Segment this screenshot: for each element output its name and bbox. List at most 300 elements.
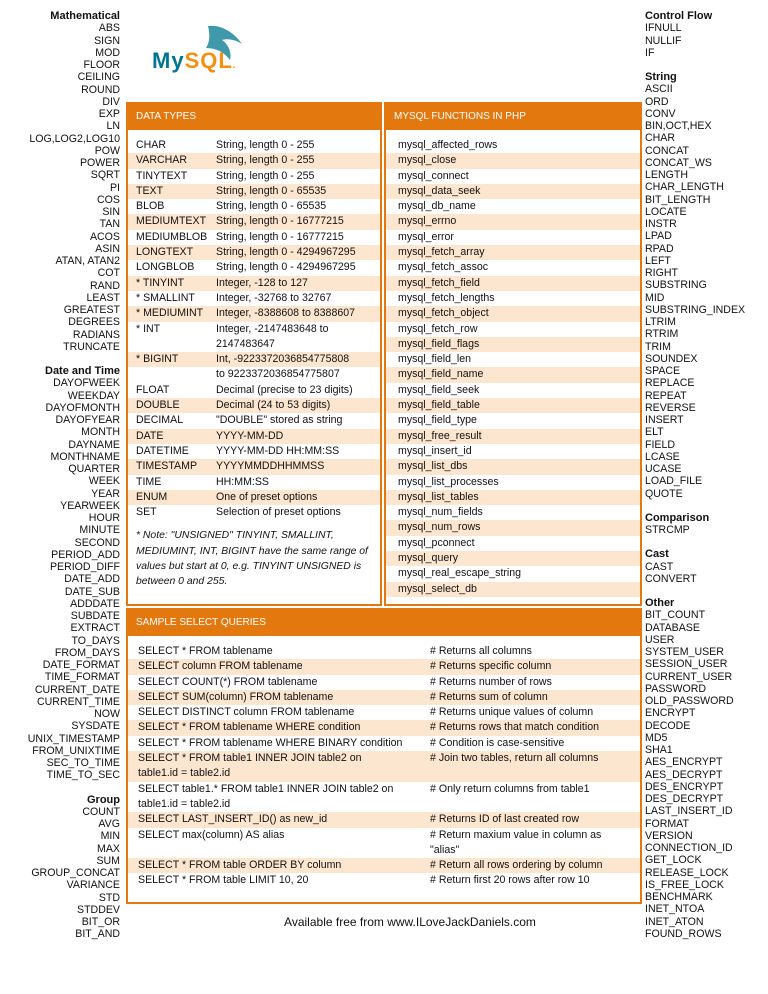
- data-type-row: [128, 413, 380, 428]
- php-function-item: mysql_fetch_lengths: [398, 291, 495, 304]
- query-sql: SELECT LAST_INSERT_ID() as new_id: [138, 813, 328, 826]
- function-name: IS_FREE_LOCK: [645, 878, 724, 891]
- function-name: CONV: [645, 107, 676, 120]
- query-comment: # Return all rows ordering by column: [430, 859, 603, 872]
- function-name: SQRT: [90, 169, 120, 182]
- query-comment: # Return maxium value in column as: [430, 828, 602, 841]
- function-name: PERIOD_DIFF: [49, 561, 120, 573]
- function-name: AES_DECRYPT: [645, 768, 723, 781]
- data-types-title: DATA TYPES: [128, 104, 380, 130]
- query-comment: # Return first 20 rows after row 10: [430, 874, 590, 887]
- function-name: LCASE: [645, 450, 680, 463]
- function-name: DATE_SUB: [64, 585, 120, 598]
- group-spacer: [645, 59, 765, 71]
- data-type-name: TINYTEXT: [136, 169, 188, 182]
- function-name: AVG: [98, 818, 120, 830]
- query-row: [128, 843, 640, 858]
- data-type-row: [128, 214, 380, 229]
- function-name: BIT_COUNT: [645, 609, 706, 622]
- php-function-item: mysql_num_fields: [398, 506, 483, 519]
- function-name: MID: [645, 291, 665, 304]
- data-type-row: [128, 475, 380, 490]
- php-function-item: mysql_query: [386, 551, 640, 566]
- data-type-desc: String, length 0 - 65535: [216, 184, 327, 197]
- data-type-desc: String, length 0 - 255: [216, 154, 315, 167]
- data-type-desc: "DOUBLE" stored as string: [216, 414, 343, 427]
- query-row: [128, 782, 640, 797]
- php-function-item: mysql_close: [386, 153, 640, 168]
- function-name: SEC_TO_TIME: [46, 757, 120, 769]
- function-name: TAN: [99, 218, 120, 231]
- data-type-name: DATETIME: [136, 444, 189, 457]
- function-name: DES_ENCRYPT: [645, 780, 724, 793]
- function-name: ACOS: [89, 230, 120, 243]
- function-name: TRIM: [645, 340, 671, 353]
- data-type-name: MEDIUMTEXT: [136, 215, 207, 228]
- logo-dot: .: [232, 60, 237, 71]
- data-types-panel: [126, 102, 382, 606]
- function-name: INET_NTOA: [645, 903, 705, 916]
- footer-credit: Available free from www.ILoveJackDaniels.com: [284, 915, 536, 929]
- query-comment: # Condition is case-sensitive: [430, 736, 565, 749]
- php-function-item: mysql_data_seek: [386, 184, 640, 199]
- data-type-name: * TINYINT: [136, 276, 185, 289]
- data-type-desc: String, length 0 - 4294967295: [216, 261, 356, 274]
- right-function-list: [645, 10, 765, 940]
- php-function-item: mysql_select_db: [386, 582, 640, 597]
- function-name: SECOND: [74, 536, 120, 549]
- query-comment: [430, 766, 640, 781]
- group-header: Date and Time: [45, 365, 120, 377]
- function-name: CURRENT_DATE: [34, 683, 120, 696]
- function-name: FOUND_ROWS: [645, 927, 722, 940]
- php-function-item: mysql_list_processes: [398, 475, 499, 488]
- php-function-item: mysql_fetch_assoc: [398, 261, 489, 274]
- group-header: Cast: [645, 548, 669, 561]
- data-type-row: [128, 245, 380, 260]
- function-name: WEEK: [88, 475, 120, 488]
- query-row: [128, 812, 640, 827]
- php-function-item: mysql_fetch_object: [386, 306, 640, 321]
- php-function-item: mysql_field_flags: [386, 337, 640, 352]
- function-name: LTRIM: [645, 316, 676, 328]
- function-name: ORD: [645, 95, 669, 108]
- function-name: SUBSTRING: [645, 279, 707, 292]
- function-name: CHAR_LENGTH: [645, 181, 724, 194]
- query-row: [128, 644, 640, 659]
- function-name: PI: [109, 181, 120, 194]
- group-header: Control Flow: [645, 10, 713, 22]
- function-name: DATABASE: [645, 621, 700, 634]
- function-name: MONTHNAME: [50, 450, 120, 463]
- function-name: WEEKDAY: [67, 389, 120, 402]
- query-row: [128, 858, 640, 873]
- data-type-name: VARCHAR: [136, 154, 188, 167]
- data-type-row: [128, 199, 380, 214]
- data-type-row: [128, 291, 380, 306]
- query-row: [128, 720, 640, 735]
- logo-sql: SQL: [184, 48, 233, 73]
- function-name: UCASE: [645, 463, 682, 475]
- php-function-item: mysql_fetch_field: [386, 276, 640, 291]
- data-type-desc: Integer, -128 to 127: [216, 276, 308, 289]
- function-name: LOG,LOG2,LOG10: [29, 132, 120, 145]
- function-name: MAX: [97, 842, 120, 855]
- function-name: DIV: [102, 95, 120, 108]
- data-type-name: DATE: [136, 429, 164, 442]
- data-type-name: ENUM: [136, 490, 168, 503]
- query-comment: # Join two tables, return all columns: [430, 752, 599, 765]
- function-name: QUOTE: [645, 487, 683, 500]
- query-row: [128, 766, 640, 781]
- query-row: [128, 828, 640, 843]
- function-name: GET_LOCK: [645, 854, 702, 867]
- query-comment: [430, 797, 640, 812]
- query-sql: SELECT max(column) AS alias: [138, 828, 285, 841]
- function-name: USER: [645, 633, 675, 646]
- function-name: DAYOFYEAR: [55, 414, 120, 426]
- data-type-name: MEDIUMBLOB: [136, 230, 208, 243]
- data-type-row: [128, 169, 380, 184]
- function-name: BIN,OCT,HEX: [645, 120, 712, 132]
- function-name: FROM_DAYS: [54, 646, 120, 659]
- function-name: LOCATE: [645, 205, 687, 218]
- group-header: String: [645, 71, 677, 83]
- function-name: MONTH: [81, 426, 120, 439]
- function-name: REPLACE: [645, 377, 695, 390]
- function-name: TRUNCATE: [63, 340, 120, 353]
- data-type-name: * INT: [136, 322, 161, 335]
- data-type-row: [128, 138, 380, 153]
- function-name: RIGHT: [645, 267, 678, 279]
- function-name: MOD: [95, 46, 120, 59]
- data-type-desc: HH:MM:SS: [216, 475, 269, 488]
- query-row: [128, 873, 640, 888]
- data-type-row: [128, 153, 380, 168]
- php-function-item: mysql_error: [398, 230, 454, 243]
- function-name: ASCII: [645, 83, 673, 96]
- function-name: SUBDATE: [70, 610, 120, 622]
- function-name: BIT_AND: [75, 928, 120, 941]
- function-name: CEILING: [77, 71, 120, 84]
- query-sql: SELECT DISTINCT column FROM tablename: [138, 706, 355, 719]
- left-function-list: [0, 10, 120, 941]
- function-name: SUM: [96, 854, 120, 867]
- group-header: Other: [645, 597, 675, 609]
- function-name: SYSDATE: [71, 720, 120, 733]
- query-comment: # Returns specific column: [430, 660, 552, 673]
- data-type-desc: Integer, -2147483648 to: [216, 322, 329, 335]
- data-type-name: * MEDIUMINT: [136, 307, 204, 320]
- data-type-desc: String, length 0 - 255: [216, 139, 315, 151]
- data-type-desc: Integer, -32768 to 32767: [216, 291, 332, 304]
- data-type-desc: YYYYMMDDHHMMSS: [216, 460, 325, 473]
- function-name: STD: [98, 891, 120, 904]
- php-function-item: mysql_field_seek: [398, 383, 480, 396]
- function-name: TIME_FORMAT: [44, 671, 120, 684]
- function-name: ENCRYPT: [645, 707, 696, 720]
- function-name: CONCAT: [645, 144, 689, 157]
- data-type-desc: String, length 0 - 65535: [216, 200, 327, 213]
- function-name: LPAD: [645, 230, 672, 243]
- function-name: SYSTEM_USER: [645, 646, 724, 658]
- function-name: SESSION_USER: [645, 658, 728, 671]
- query-sql: SELECT column FROM tablename: [138, 660, 303, 673]
- php-function-item: mysql_real_escape_string: [398, 567, 522, 580]
- query-sql: table1.id = table2.id: [138, 767, 231, 780]
- data-type-desc: String, length 0 - 16777215: [216, 230, 344, 243]
- function-name: DATE_FORMAT: [42, 659, 120, 671]
- data-type-name: DECIMAL: [136, 414, 184, 427]
- php-function-item: mysql_pconnect: [398, 536, 475, 549]
- function-name: OLD_PASSWORD: [645, 695, 734, 707]
- data-type-desc: Int, -9223372036854775808: [216, 353, 350, 366]
- data-type-desc: String, length 0 - 4294967295: [216, 246, 356, 259]
- query-sql: SELECT * FROM tablename WHERE BINARY condition: [138, 736, 403, 749]
- query-sql: SELECT SUM(column) FROM tablename: [138, 690, 334, 703]
- function-name: FORMAT: [645, 817, 689, 830]
- group-spacer: [645, 500, 765, 512]
- function-name: DES_DECRYPT: [645, 793, 724, 805]
- function-name: SIN: [102, 206, 120, 218]
- function-name: ROUND: [81, 83, 120, 96]
- function-name: POW: [94, 144, 120, 157]
- function-name: EXP: [98, 108, 120, 120]
- data-type-desc: String, length 0 - 16777215: [216, 215, 344, 228]
- function-name: COUNT: [82, 805, 120, 818]
- function-name: RELEASE_LOCK: [645, 866, 729, 879]
- data-type-desc: YYYY-MM-DD: [216, 429, 284, 442]
- query-comment: # Returns all columns: [430, 645, 532, 657]
- query-comment: # Returns number of rows: [430, 675, 552, 688]
- function-name: CONNECTION_ID: [645, 842, 733, 854]
- function-name: POWER: [79, 157, 120, 169]
- function-name: TO_DAYS: [71, 634, 120, 647]
- php-function-item: mysql_field_table: [386, 398, 640, 413]
- data-type-name: * BIGINT: [136, 353, 179, 366]
- function-name: SPACE: [645, 365, 681, 377]
- mysql-wordmark: [152, 48, 237, 74]
- php-function-item: mysql_field_name: [386, 367, 640, 382]
- function-name: REVERSE: [645, 401, 696, 414]
- data-type-row: [128, 444, 380, 459]
- data-type-row: [128, 383, 380, 398]
- function-name: RAND: [89, 279, 120, 292]
- function-name: NOW: [94, 708, 120, 720]
- data-type-row: [128, 429, 380, 444]
- function-name: FLOOR: [83, 59, 120, 71]
- function-name: YEAR: [91, 487, 120, 500]
- query-comment: "alias": [430, 843, 460, 856]
- data-type-row: [128, 230, 380, 245]
- function-name: ASIN: [95, 242, 120, 255]
- data-type-name: CHAR: [136, 139, 167, 151]
- function-name: ATAN, ATAN2: [55, 255, 120, 267]
- function-name: NULLIF: [645, 34, 682, 47]
- function-name: EXTRACT: [70, 622, 120, 635]
- function-name: IF: [645, 46, 655, 59]
- php-function-item: mysql_field_type: [398, 414, 477, 427]
- query-comment: # Only return columns from table1: [430, 782, 590, 795]
- function-name: LENGTH: [645, 169, 688, 181]
- group-spacer: [0, 353, 120, 365]
- function-name: CONCAT_WS: [645, 156, 712, 169]
- php-function-item: mysql_list_dbs: [386, 459, 640, 474]
- function-name: RTRIM: [645, 328, 679, 341]
- function-name: HOUR: [88, 512, 120, 524]
- data-type-desc: Decimal (precise to 23 digits): [216, 383, 353, 396]
- query-sql: SELECT * FROM table LIMIT 10, 20: [138, 874, 309, 887]
- logo-my: My: [152, 48, 185, 73]
- php-function-item: mysql_affected_rows: [398, 139, 498, 151]
- function-name: CURRENT_USER: [645, 670, 733, 683]
- function-name: BIT_LENGTH: [645, 193, 711, 206]
- data-type-name: [136, 337, 216, 352]
- query-row: [128, 690, 640, 705]
- php-function-item: mysql_free_result: [386, 429, 640, 444]
- query-row: [128, 797, 640, 812]
- function-name: BIT_OR: [81, 916, 120, 928]
- php-functions-panel: [384, 102, 642, 606]
- function-name: COT: [97, 267, 120, 280]
- php-function-item: mysql_db_name: [398, 200, 476, 213]
- query-row: [128, 705, 640, 720]
- php-function-item: mysql_errno: [386, 214, 640, 229]
- function-name: CONVERT: [645, 572, 697, 585]
- function-name: FROM_UNIXTIME: [32, 744, 120, 757]
- function-name: ELT: [645, 426, 664, 439]
- function-name: DECODE: [645, 719, 691, 732]
- data-type-desc: String, length 0 - 255: [216, 169, 315, 182]
- data-type-name: [136, 367, 216, 382]
- function-name: VERSION: [645, 829, 693, 842]
- data-type-desc: YYYY-MM-DD HH:MM:SS: [216, 444, 340, 457]
- function-name: SIGN: [94, 34, 120, 47]
- data-type-row: [128, 490, 380, 505]
- function-name: DATE_ADD: [64, 573, 120, 586]
- function-name: INET_ATON: [645, 915, 704, 928]
- data-type-desc: Decimal (24 to 53 digits): [216, 399, 331, 412]
- data-type-name: LONGTEXT: [136, 246, 194, 259]
- function-name: CHAR: [645, 132, 676, 145]
- data-type-name: SET: [136, 506, 157, 519]
- function-name: MD5: [645, 731, 668, 744]
- data-type-row: [128, 306, 380, 321]
- data-type-row: [128, 367, 380, 382]
- query-sql: SELECT * FROM table1 INNER JOIN table2 on: [138, 752, 362, 765]
- function-name: SHA1: [645, 744, 673, 756]
- data-type-row: [128, 337, 380, 352]
- function-name: COS: [97, 193, 120, 206]
- function-name: GREATEST: [63, 304, 120, 316]
- function-name: AES_ENCRYPT: [645, 756, 723, 769]
- data-type-name: TEXT: [136, 184, 164, 197]
- query-comment: # Returns unique values of column: [430, 706, 594, 719]
- group-header: Comparison: [645, 511, 710, 524]
- query-sql: [138, 843, 430, 858]
- data-type-name: BLOB: [136, 200, 165, 213]
- data-type-row: [128, 505, 380, 520]
- function-name: ADDDATE: [70, 597, 120, 610]
- data-type-name: FLOAT: [136, 383, 170, 396]
- function-name: SUBSTRING_INDEX: [645, 303, 746, 316]
- group-header: Mathematical: [50, 10, 120, 22]
- data-type-name: DOUBLE: [136, 399, 180, 412]
- data-type-name: * SMALLINT: [136, 291, 195, 304]
- query-sql: SELECT COUNT(*) FROM tablename: [138, 675, 318, 688]
- function-name: LEFT: [645, 254, 671, 267]
- function-name: INSERT: [645, 414, 684, 426]
- data-type-row: [128, 459, 380, 474]
- function-name: PASSWORD: [645, 682, 707, 695]
- function-name: STRCMP: [645, 524, 690, 536]
- php-function-item: mysql_fetch_array: [386, 245, 640, 260]
- function-name: DAYOFMONTH: [45, 401, 120, 414]
- data-type-name: LONGBLOB: [136, 261, 195, 274]
- query-sql: SELECT * FROM tablename: [138, 645, 273, 657]
- sample-queries-title: SAMPLE SELECT QUERIES: [128, 610, 640, 636]
- php-function-item: mysql_fetch_row: [398, 322, 478, 335]
- data-type-row: [128, 276, 380, 291]
- function-name: MINUTE: [79, 524, 120, 537]
- data-type-desc: One of preset options: [216, 490, 318, 503]
- data-type-row: [128, 398, 380, 413]
- php-functions-title: MYSQL FUNCTIONS IN PHP: [386, 104, 640, 130]
- function-name: QUARTER: [68, 463, 120, 475]
- unsigned-note: * Note: "UNSIGNED" TINYINT, SMALLINT, MEDIUMINT, INT, BIGINT have the same range of values but start at 0, e.g. TINYINT UNSIGNED is between 0 and 255.: [136, 530, 368, 588]
- function-name: LN: [106, 120, 120, 133]
- function-name: DAYOFWEEK: [53, 377, 120, 390]
- php-function-item: mysql_num_rows: [386, 520, 640, 535]
- function-name: PERIOD_ADD: [51, 548, 120, 561]
- query-comment: # Returns rows that match condition: [430, 721, 599, 734]
- function-name: LOAD_FILE: [645, 475, 703, 488]
- function-name: MIN: [100, 830, 120, 843]
- query-row: [128, 659, 640, 674]
- query-row: [128, 751, 640, 766]
- data-type-desc: Integer, -8388608 to 8388607: [216, 307, 356, 320]
- function-name: RPAD: [645, 242, 674, 255]
- function-name: ABS: [98, 22, 120, 35]
- function-name: SOUNDEX: [645, 352, 698, 365]
- php-function-item: mysql_connect: [398, 169, 469, 182]
- group-spacer: [645, 536, 765, 548]
- function-name: REPEAT: [645, 389, 687, 402]
- php-function-item: mysql_field_len: [398, 353, 472, 366]
- data-type-name: TIMESTAMP: [136, 460, 198, 473]
- function-name: TIME_TO_SEC: [46, 769, 120, 782]
- function-name: LEAST: [86, 291, 120, 304]
- function-name: YEARWEEK: [60, 499, 120, 512]
- data-type-desc: Selection of preset options: [216, 506, 341, 519]
- function-name: RADIANS: [72, 328, 120, 341]
- data-type-name: TIME: [136, 475, 162, 488]
- php-function-item: mysql_insert_id: [398, 444, 472, 457]
- query-sql: SELECT * FROM tablename WHERE condition: [138, 721, 361, 734]
- function-name: STDDEV: [77, 903, 120, 916]
- data-type-row: [128, 260, 380, 275]
- function-name: GROUP_CONCAT: [31, 867, 120, 879]
- function-name: CAST: [645, 560, 674, 573]
- function-name: FIELD: [645, 438, 676, 451]
- function-name: UNIX_TIMESTAMP: [27, 732, 120, 745]
- php-function-item: mysql_list_tables: [386, 490, 640, 505]
- function-name: BENCHMARK: [645, 891, 713, 903]
- query-comment: # Returns ID of last created row: [430, 813, 579, 826]
- function-name: CURRENT_TIME: [37, 695, 120, 708]
- group-header: Group: [87, 793, 120, 806]
- query-comment: # Returns sum of column: [430, 690, 548, 703]
